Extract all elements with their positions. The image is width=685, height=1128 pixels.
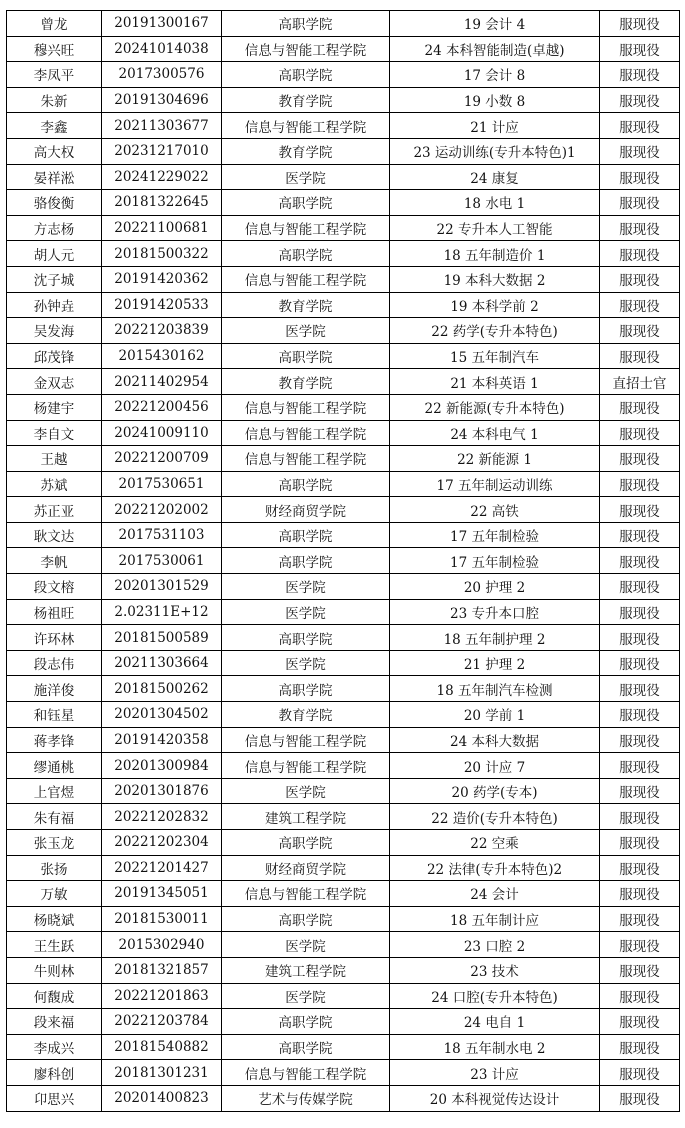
student-name-cell: 胡人元 xyxy=(7,241,102,267)
class-cell: 18 水电 1 xyxy=(390,190,600,216)
class-cell: 20 学前 1 xyxy=(390,702,600,728)
table-row xyxy=(7,62,680,88)
service-status-cell: 服现役 xyxy=(600,394,680,420)
college-cell: 高职学院 xyxy=(222,190,390,216)
table-row xyxy=(7,855,680,881)
student-name-cell: 杨晓斌 xyxy=(7,906,102,932)
student-id-cell: 20201301529 xyxy=(102,574,222,600)
service-status-cell: 服现役 xyxy=(600,215,680,241)
college-cell: 财经商贸学院 xyxy=(222,855,390,881)
student-name-cell: 张玉龙 xyxy=(7,830,102,856)
college-cell: 信息与智能工程学院 xyxy=(222,420,390,446)
class-cell: 18 五年制汽车检测 xyxy=(390,676,600,702)
student-id-cell: 2017300576 xyxy=(102,62,222,88)
student-name-cell: 李成兴 xyxy=(7,1034,102,1060)
student-name-cell: 卬思兴 xyxy=(7,1085,102,1111)
table-row xyxy=(7,471,680,497)
class-cell: 23 计应 xyxy=(390,1060,600,1086)
table-row xyxy=(7,292,680,318)
class-cell: 23 口腔 2 xyxy=(390,932,600,958)
student-name-cell: 杨建宇 xyxy=(7,394,102,420)
class-cell: 18 五年制护理 2 xyxy=(390,625,600,651)
class-cell: 17 会计 8 xyxy=(390,62,600,88)
class-cell: 20 本科视觉传达设计 xyxy=(390,1085,600,1111)
college-cell: 高职学院 xyxy=(222,62,390,88)
service-status-cell: 服现役 xyxy=(600,1009,680,1035)
student-id-cell: 20181540882 xyxy=(102,1034,222,1060)
student-id-cell: 20221200456 xyxy=(102,394,222,420)
table-row xyxy=(7,1085,680,1111)
class-cell: 22 高铁 xyxy=(390,497,600,523)
college-cell: 医学院 xyxy=(222,983,390,1009)
college-cell: 信息与智能工程学院 xyxy=(222,727,390,753)
service-status-cell: 服现役 xyxy=(600,676,680,702)
table-row xyxy=(7,702,680,728)
class-cell: 19 小数 8 xyxy=(390,87,600,113)
table-row xyxy=(7,497,680,523)
table-row xyxy=(7,446,680,472)
table-row xyxy=(7,548,680,574)
student-name-cell: 万敏 xyxy=(7,881,102,907)
college-cell: 教育学院 xyxy=(222,138,390,164)
class-cell: 18 五年制水电 2 xyxy=(390,1034,600,1060)
student-name-cell: 高大权 xyxy=(7,138,102,164)
class-cell: 17 五年制检验 xyxy=(390,548,600,574)
class-cell: 19 本科学前 2 xyxy=(390,292,600,318)
student-id-cell: 20181322645 xyxy=(102,190,222,216)
class-cell: 22 法律(专升本特色)2 xyxy=(390,855,600,881)
student-name-cell: 孙钟垚 xyxy=(7,292,102,318)
class-cell: 20 计应 7 xyxy=(390,753,600,779)
student-name-cell: 穆兴旺 xyxy=(7,36,102,62)
student-id-cell: 20211402954 xyxy=(102,369,222,395)
service-status-cell: 服现役 xyxy=(600,881,680,907)
student-id-cell: 20181500322 xyxy=(102,241,222,267)
student-id-cell: 2.02311E+12 xyxy=(102,599,222,625)
class-cell: 17 五年制检验 xyxy=(390,522,600,548)
service-status-cell: 服现役 xyxy=(600,87,680,113)
student-id-cell: 2015302940 xyxy=(102,932,222,958)
student-name-cell: 苏正亚 xyxy=(7,497,102,523)
student-name-cell: 王生跃 xyxy=(7,932,102,958)
student-name-cell: 李自文 xyxy=(7,420,102,446)
service-status-cell: 服现役 xyxy=(600,957,680,983)
service-status-cell: 服现役 xyxy=(600,932,680,958)
service-status-cell: 服现役 xyxy=(600,906,680,932)
college-cell: 信息与智能工程学院 xyxy=(222,113,390,139)
college-cell: 教育学院 xyxy=(222,369,390,395)
college-cell: 高职学院 xyxy=(222,522,390,548)
table-row xyxy=(7,906,680,932)
table-row xyxy=(7,804,680,830)
table-row xyxy=(7,164,680,190)
college-cell: 医学院 xyxy=(222,932,390,958)
student-id-cell: 20191300167 xyxy=(102,11,222,37)
service-status-cell: 服现役 xyxy=(600,446,680,472)
college-cell: 信息与智能工程学院 xyxy=(222,36,390,62)
student-name-cell: 邱茂锋 xyxy=(7,343,102,369)
service-status-cell: 直招士官 xyxy=(600,369,680,395)
table-row xyxy=(7,1060,680,1086)
student-name-cell: 金双志 xyxy=(7,369,102,395)
college-cell: 信息与智能工程学院 xyxy=(222,215,390,241)
service-status-cell: 服现役 xyxy=(600,62,680,88)
table-row xyxy=(7,727,680,753)
college-cell: 医学院 xyxy=(222,164,390,190)
college-cell: 信息与智能工程学院 xyxy=(222,881,390,907)
student-id-cell: 20181500589 xyxy=(102,625,222,651)
table-row xyxy=(7,1034,680,1060)
student-id-cell: 20221100681 xyxy=(102,215,222,241)
service-status-cell: 服现役 xyxy=(600,522,680,548)
table-row xyxy=(7,87,680,113)
service-status-cell: 服现役 xyxy=(600,599,680,625)
class-cell: 24 本科大数据 xyxy=(390,727,600,753)
table-row xyxy=(7,650,680,676)
college-cell: 教育学院 xyxy=(222,702,390,728)
student-name-cell: 牛则林 xyxy=(7,957,102,983)
table-row xyxy=(7,753,680,779)
college-cell: 信息与智能工程学院 xyxy=(222,753,390,779)
student-name-cell: 和钰星 xyxy=(7,702,102,728)
service-status-cell: 服现役 xyxy=(600,778,680,804)
service-status-cell: 服现役 xyxy=(600,574,680,600)
college-cell: 信息与智能工程学院 xyxy=(222,394,390,420)
class-cell: 19 会计 4 xyxy=(390,11,600,37)
table-row xyxy=(7,394,680,420)
service-status-cell: 服现役 xyxy=(600,11,680,37)
college-cell: 高职学院 xyxy=(222,906,390,932)
service-status-cell: 服现役 xyxy=(600,1060,680,1086)
student-name-cell: 方志杨 xyxy=(7,215,102,241)
student-id-cell: 20221200709 xyxy=(102,446,222,472)
service-status-cell: 服现役 xyxy=(600,420,680,446)
college-cell: 信息与智能工程学院 xyxy=(222,266,390,292)
student-id-cell: 2017531103 xyxy=(102,522,222,548)
student-id-cell: 20221202304 xyxy=(102,830,222,856)
student-name-cell: 施洋俊 xyxy=(7,676,102,702)
class-cell: 22 专升本人工智能 xyxy=(390,215,600,241)
student-name-cell: 段来福 xyxy=(7,1009,102,1035)
student-id-cell: 20241014038 xyxy=(102,36,222,62)
table-row xyxy=(7,599,680,625)
service-status-cell: 服现役 xyxy=(600,343,680,369)
service-status-cell: 服现役 xyxy=(600,190,680,216)
student-id-cell: 20181301231 xyxy=(102,1060,222,1086)
class-cell: 18 五年制计应 xyxy=(390,906,600,932)
student-name-cell: 缪通桃 xyxy=(7,753,102,779)
student-name-cell: 许环林 xyxy=(7,625,102,651)
student-id-cell: 20221201427 xyxy=(102,855,222,881)
college-cell: 高职学院 xyxy=(222,343,390,369)
roster-table xyxy=(6,10,680,1112)
student-name-cell: 苏斌 xyxy=(7,471,102,497)
student-id-cell: 20191420533 xyxy=(102,292,222,318)
class-cell: 24 口腔(专升本特色) xyxy=(390,983,600,1009)
student-name-cell: 杨祖旺 xyxy=(7,599,102,625)
college-cell: 高职学院 xyxy=(222,241,390,267)
student-id-cell: 20221201863 xyxy=(102,983,222,1009)
student-name-cell: 晏祥淞 xyxy=(7,164,102,190)
table-row xyxy=(7,420,680,446)
student-name-cell: 骆俊衡 xyxy=(7,190,102,216)
service-status-cell: 服现役 xyxy=(600,1085,680,1111)
class-cell: 23 运动训练(专升本特色)1 xyxy=(390,138,600,164)
class-cell: 24 本科智能制造(卓越) xyxy=(390,36,600,62)
student-id-cell: 20201400823 xyxy=(102,1085,222,1111)
college-cell: 高职学院 xyxy=(222,830,390,856)
table-row xyxy=(7,241,680,267)
service-status-cell: 服现役 xyxy=(600,164,680,190)
service-status-cell: 服现役 xyxy=(600,113,680,139)
student-id-cell: 20191304696 xyxy=(102,87,222,113)
student-name-cell: 吴发海 xyxy=(7,318,102,344)
student-name-cell: 张扬 xyxy=(7,855,102,881)
table-row xyxy=(7,983,680,1009)
student-id-cell: 20191420358 xyxy=(102,727,222,753)
student-id-cell: 20221203784 xyxy=(102,1009,222,1035)
service-status-cell: 服现役 xyxy=(600,753,680,779)
table-row xyxy=(7,830,680,856)
class-cell: 18 五年制造价 1 xyxy=(390,241,600,267)
student-name-cell: 李鑫 xyxy=(7,113,102,139)
table-row xyxy=(7,1009,680,1035)
service-status-cell: 服现役 xyxy=(600,471,680,497)
college-cell: 高职学院 xyxy=(222,11,390,37)
college-cell: 高职学院 xyxy=(222,676,390,702)
class-cell: 24 本科电气 1 xyxy=(390,420,600,446)
student-name-cell: 廖科创 xyxy=(7,1060,102,1086)
table-row xyxy=(7,676,680,702)
student-id-cell: 20211303664 xyxy=(102,650,222,676)
table-row xyxy=(7,932,680,958)
college-cell: 医学院 xyxy=(222,778,390,804)
college-cell: 医学院 xyxy=(222,599,390,625)
table-row xyxy=(7,113,680,139)
student-name-cell: 朱有福 xyxy=(7,804,102,830)
table-row xyxy=(7,574,680,600)
table-row xyxy=(7,11,680,37)
table-row xyxy=(7,778,680,804)
college-cell: 建筑工程学院 xyxy=(222,957,390,983)
table-row xyxy=(7,318,680,344)
table-row xyxy=(7,190,680,216)
college-cell: 艺术与传媒学院 xyxy=(222,1085,390,1111)
student-id-cell: 20191345051 xyxy=(102,881,222,907)
student-name-cell: 曾龙 xyxy=(7,11,102,37)
student-name-cell: 段文榕 xyxy=(7,574,102,600)
class-cell: 22 造价(专升本特色) xyxy=(390,804,600,830)
college-cell: 高职学院 xyxy=(222,548,390,574)
college-cell: 信息与智能工程学院 xyxy=(222,446,390,472)
college-cell: 高职学院 xyxy=(222,625,390,651)
college-cell: 医学院 xyxy=(222,318,390,344)
student-id-cell: 2015430162 xyxy=(102,343,222,369)
table-row xyxy=(7,36,680,62)
table-row xyxy=(7,957,680,983)
class-cell: 24 电自 1 xyxy=(390,1009,600,1035)
table-row xyxy=(7,138,680,164)
service-status-cell: 服现役 xyxy=(600,855,680,881)
student-id-cell: 2017530061 xyxy=(102,548,222,574)
student-name-cell: 何馥成 xyxy=(7,983,102,1009)
service-status-cell: 服现役 xyxy=(600,804,680,830)
class-cell: 22 新能源 1 xyxy=(390,446,600,472)
college-cell: 高职学院 xyxy=(222,1009,390,1035)
student-name-cell: 段志伟 xyxy=(7,650,102,676)
class-cell: 17 五年制运动训练 xyxy=(390,471,600,497)
student-id-cell: 20211303677 xyxy=(102,113,222,139)
student-name-cell: 王越 xyxy=(7,446,102,472)
table-row xyxy=(7,266,680,292)
college-cell: 教育学院 xyxy=(222,87,390,113)
student-id-cell: 20181530011 xyxy=(102,906,222,932)
class-cell: 22 药学(专升本特色) xyxy=(390,318,600,344)
service-status-cell: 服现役 xyxy=(600,983,680,1009)
student-id-cell: 20231217010 xyxy=(102,138,222,164)
service-status-cell: 服现役 xyxy=(600,830,680,856)
service-status-cell: 服现役 xyxy=(600,318,680,344)
class-cell: 21 计应 xyxy=(390,113,600,139)
college-cell: 信息与智能工程学院 xyxy=(222,1060,390,1086)
student-id-cell: 2017530651 xyxy=(102,471,222,497)
table-row xyxy=(7,369,680,395)
student-name-cell: 上官煜 xyxy=(7,778,102,804)
service-status-cell: 服现役 xyxy=(600,650,680,676)
service-status-cell: 服现役 xyxy=(600,727,680,753)
class-cell: 20 药学(专本) xyxy=(390,778,600,804)
class-cell: 22 新能源(专升本特色) xyxy=(390,394,600,420)
student-name-cell: 蒋孝锋 xyxy=(7,727,102,753)
student-id-cell: 20221203839 xyxy=(102,318,222,344)
service-status-cell: 服现役 xyxy=(600,292,680,318)
table-row xyxy=(7,625,680,651)
class-cell: 24 康复 xyxy=(390,164,600,190)
class-cell: 21 本科英语 1 xyxy=(390,369,600,395)
student-id-cell: 20201300984 xyxy=(102,753,222,779)
service-status-cell: 服现役 xyxy=(600,497,680,523)
student-id-cell: 20221202832 xyxy=(102,804,222,830)
service-status-cell: 服现役 xyxy=(600,36,680,62)
student-id-cell: 20241009110 xyxy=(102,420,222,446)
student-name-cell: 耿文达 xyxy=(7,522,102,548)
student-name-cell: 朱新 xyxy=(7,87,102,113)
class-cell: 24 会计 xyxy=(390,881,600,907)
college-cell: 高职学院 xyxy=(222,471,390,497)
student-id-cell: 20191420362 xyxy=(102,266,222,292)
class-cell: 20 护理 2 xyxy=(390,574,600,600)
table-row xyxy=(7,343,680,369)
student-id-cell: 20181321857 xyxy=(102,957,222,983)
table-row xyxy=(7,215,680,241)
service-status-cell: 服现役 xyxy=(600,625,680,651)
service-status-cell: 服现役 xyxy=(600,702,680,728)
college-cell: 建筑工程学院 xyxy=(222,804,390,830)
college-cell: 财经商贸学院 xyxy=(222,497,390,523)
college-cell: 教育学院 xyxy=(222,292,390,318)
student-name-cell: 沈子城 xyxy=(7,266,102,292)
student-id-cell: 20181500262 xyxy=(102,676,222,702)
service-status-cell: 服现役 xyxy=(600,241,680,267)
college-cell: 高职学院 xyxy=(222,1034,390,1060)
student-id-cell: 20221202002 xyxy=(102,497,222,523)
student-id-cell: 20201301876 xyxy=(102,778,222,804)
student-name-cell: 李帆 xyxy=(7,548,102,574)
class-cell: 23 专升本口腔 xyxy=(390,599,600,625)
college-cell: 医学院 xyxy=(222,650,390,676)
roster-table-body xyxy=(7,11,680,1112)
service-status-cell: 服现役 xyxy=(600,548,680,574)
class-cell: 19 本科大数据 2 xyxy=(390,266,600,292)
student-id-cell: 20201304502 xyxy=(102,702,222,728)
student-name-cell: 李凤平 xyxy=(7,62,102,88)
table-row xyxy=(7,881,680,907)
student-id-cell: 20241229022 xyxy=(102,164,222,190)
class-cell: 23 技术 xyxy=(390,957,600,983)
college-cell: 医学院 xyxy=(222,574,390,600)
service-status-cell: 服现役 xyxy=(600,266,680,292)
class-cell: 15 五年制汽车 xyxy=(390,343,600,369)
service-status-cell: 服现役 xyxy=(600,1034,680,1060)
class-cell: 22 空乘 xyxy=(390,830,600,856)
class-cell: 21 护理 2 xyxy=(390,650,600,676)
service-status-cell: 服现役 xyxy=(600,138,680,164)
roster-sheet xyxy=(6,10,679,1112)
table-row xyxy=(7,522,680,548)
